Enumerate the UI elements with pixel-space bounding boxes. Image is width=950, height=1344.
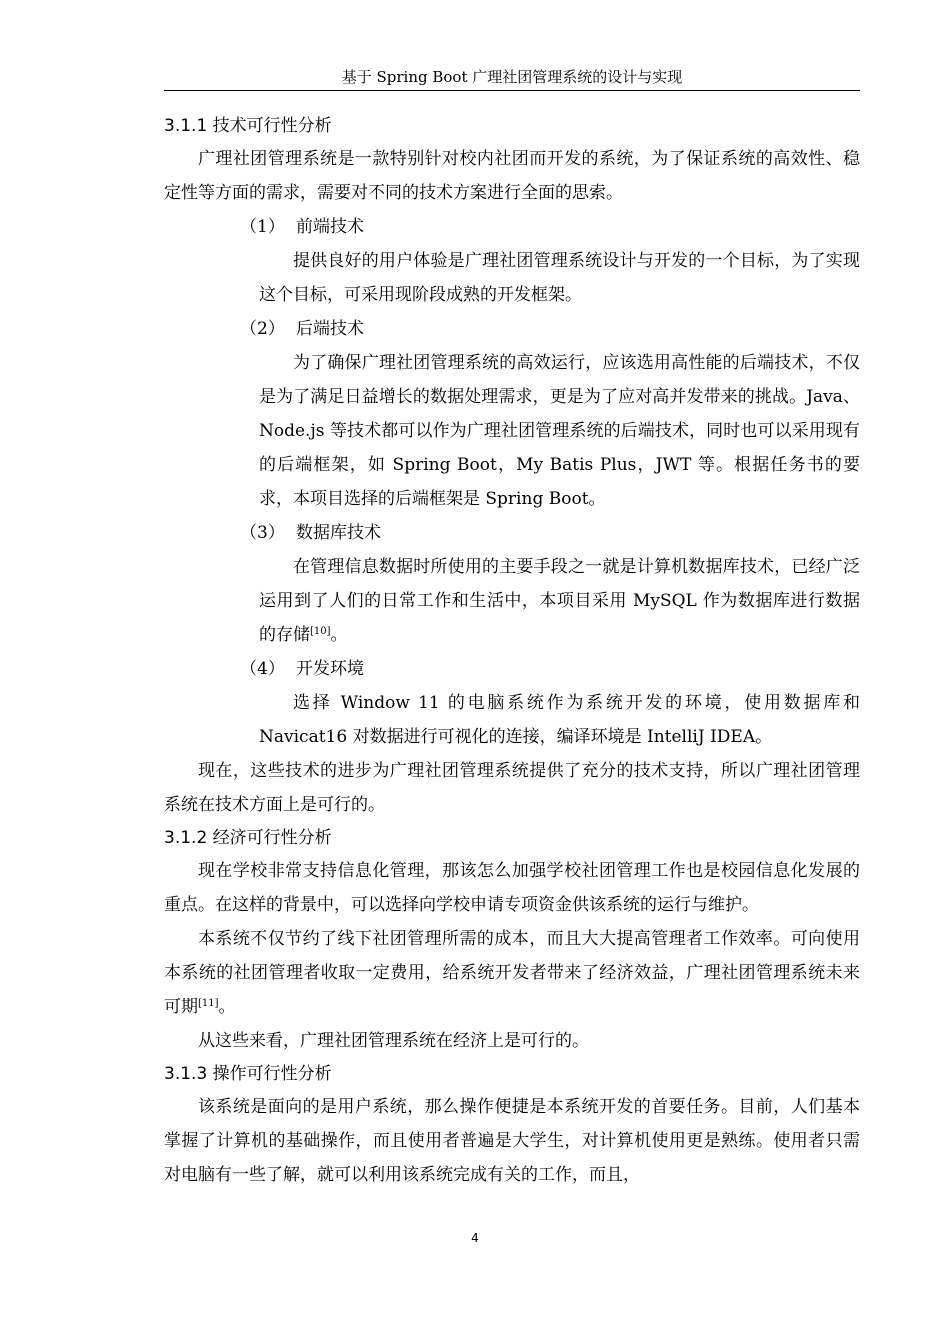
section-heading-3-1-3: 3.1.3 操作可行性分析 [164,1064,332,1084]
header-rule [164,90,860,91]
list-item-number: （3） [240,523,285,543]
running-header: 基于 Spring Boot 广理社团管理系统的设计与实现 [341,68,683,86]
citation: [10] [310,626,331,637]
page-number: 4 [471,1231,479,1245]
list-item-title: 后端技术 [296,319,364,339]
list-item-body [164,550,860,652]
list-item-body: 提供良好的用户体验是广理社团管理系统设计与开发的一个目标，为了实现这个目标，可采用现阶段成熟的开发框架。 [259,251,860,305]
section-heading-3-1-1: 3.1.1 技术可行性分析 [164,116,332,136]
list-item-body: 为了确保广理社团管理系统的高效运行，应该选用高性能的后端技术，不仅是为了满足日益增长的数据处理需求，更是为了应对高并发带来的挑战。Java、Node.js 等技术都可以作为广理社团管理系统的后端技术，同时也可以采用现有的后端框架，如 Spring Boot，My Batis Plus，JWT 等。根据任务书的要求，本项目选择的后端框架是 Spring Boot。 [259,353,860,509]
paragraph-text: 本系统不仅节约了线下社团管理所需的成本，而且大大提高管理者工作效率。可向使用本系统的社团管理者收取一定费用，给系统开发者带来了经济效益，广理社团管理系统未来可期 [164,929,860,1017]
list-item-text: 在管理信息数据时所使用的主要手段之一就是计算机数据库技术，已经广泛运用到了人们的日常工作和生活中，本项目采用 MySQL 作为数据库进行数据的存储 [259,557,860,645]
list-item-number: （1） [240,217,285,237]
list-item-title: 数据库技术 [296,523,381,543]
paragraph: 从这些来看，广理社团管理系统在经济上是可行的。 [198,1031,589,1051]
list-item-number: （4） [240,659,285,679]
citation: [11] [198,998,219,1009]
page-body [164,110,860,1192]
paragraph: 现在学校非常支持信息化管理，那该怎么加强学校社团管理工作也是校园信息化发展的重点。在这样的背景中，可以选择向学校申请专项资金供该系统的运行与维护。 [164,861,860,915]
sentence-end: 。 [218,997,236,1017]
list-item-heading [164,652,860,686]
list-item-heading [164,210,860,244]
paragraph [164,922,860,1024]
list-item-number: （2） [240,319,285,339]
sentence-end: 。 [330,625,348,645]
list-item-title: 开发环境 [296,659,364,679]
list-item-heading [164,516,860,550]
paragraph: 广理社团管理系统是一款特别针对校内社团而开发的系统，为了保证系统的高效性、稳定性等方面的需求，需要对不同的技术方案进行全面的思索。 [164,149,860,203]
paragraph: 现在，这些技术的进步为广理社团管理系统提供了充分的技术支持，所以广理社团管理系统在技术方面上是可行的。 [164,761,860,815]
list-item-heading [164,312,860,346]
list-item-body: 选择 Window 11 的电脑系统作为系统开发的环境，使用数据库和 Navicat16 对数据进行可视化的连接，编译环境是 IntelliJ IDEA。 [259,693,860,747]
list-item-title: 前端技术 [296,217,364,237]
section-heading-3-1-2: 3.1.2 经济可行性分析 [164,828,332,848]
paragraph: 该系统是面向的是用户系统，那么操作便捷是本系统开发的首要任务。目前，人们基本掌握了计算机的基础操作，而且使用者普遍是大学生，对计算机使用更是熟练。使用者只需对电脑有一些了解，就可以利用该系统完成有关的工作，而且， [164,1097,860,1185]
